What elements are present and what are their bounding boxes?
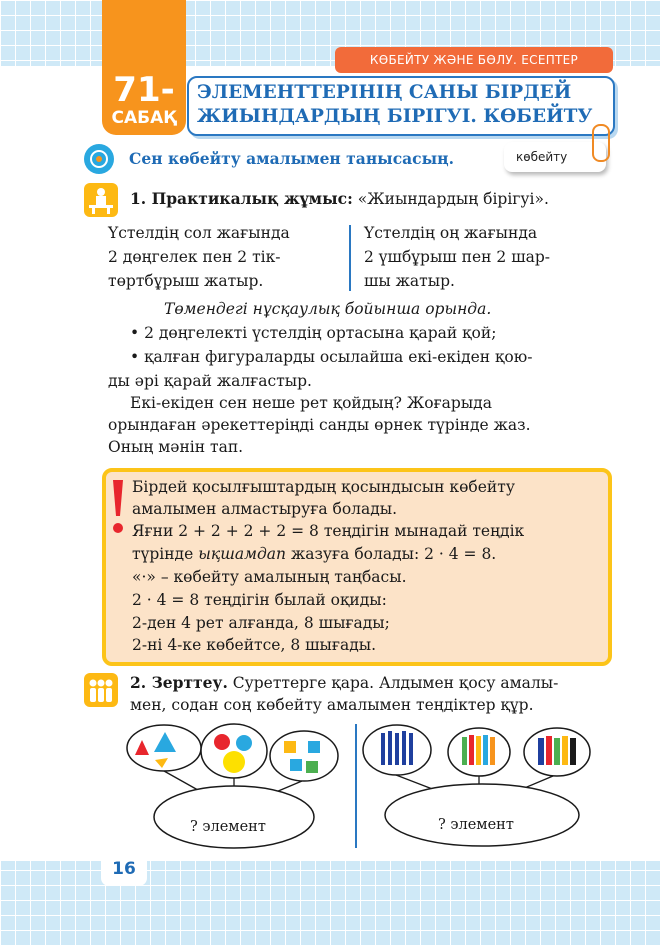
left-union-set	[154, 786, 314, 848]
right-column-line-1: Үстелдің оң жағында	[364, 224, 538, 242]
task-1-label: 1. Практикалық жұмыс:	[130, 189, 353, 208]
bullet-2-continuation: ды әрі қарай жалғастыр.	[108, 372, 312, 390]
left-column-line-3: төртбұрыш жатыр.	[108, 272, 264, 290]
rule-line-4-b: жазуға болады: 2 · 4 = 8.	[290, 545, 497, 563]
rule-line-1: Бірдей қосылғыштардың қосындысын көбейту	[132, 478, 515, 496]
rule-line-3: Яғни 2 + 2 + 2 + 2 = 8 теңдігін мынадай теңдік	[132, 522, 525, 540]
rule-line-7: 2-ден 4 рет алғанда, 8 шығады;	[132, 614, 390, 632]
right-union-set	[385, 784, 579, 846]
question-line-1: Екі-екіден сен неше рет қойдың? Жоғарыда	[130, 394, 492, 412]
rule-line-4-emphasis: ықшамдап	[198, 545, 287, 563]
question-line-3: Оның мәнін тап.	[108, 438, 244, 456]
task-1-name: «Жиындардың бірігуі».	[357, 190, 549, 208]
shape-group-squares	[270, 731, 338, 781]
rule-line-5: «·» – көбейту амалының таңбасы.	[132, 568, 407, 586]
task-2-text-1: Суреттерге қара. Алдымен қосу амалы-	[232, 674, 559, 692]
right-column-line-3: шы жатыр.	[364, 272, 455, 290]
task-2-label: 2. Зерттеу.	[130, 673, 228, 692]
instruction: Төмендегі нұсқаулық бойынша орында.	[164, 300, 492, 318]
rule-line-8: 2-ні 4-ке көбейтсе, 8 шығады.	[132, 636, 377, 654]
task-2-line-2: мен, содан соң көбейту амалымен теңдіктер құр.	[130, 696, 534, 714]
bullet-2: • қалған фигураларды осылайша екі-екіден қою-	[130, 348, 533, 366]
right-column-line-2: 2 үшбұрыш пен 2 шар-	[364, 248, 550, 266]
left-column-line-2: 2 дөңгелек пен 2 тік-	[108, 248, 281, 266]
question-line-2: орындаған әрекеттеріңді санды өрнек түрінде жаз.	[108, 416, 531, 434]
bullet-1: • 2 дөңгелекті үстелдің ортасына қарай қой;	[130, 324, 497, 342]
keyword-tag: көбейту	[504, 142, 606, 172]
rule-line-4-a: түрінде	[132, 545, 194, 563]
lesson-goal: Сен көбейту амалымен танысасың.	[129, 149, 455, 168]
rule-line-2: амалымен алмастыруға болады.	[132, 500, 398, 518]
topic-bar: КӨБЕЙТУ ЖӘНЕ БӨЛУ. ЕСЕПТЕР	[335, 47, 613, 73]
right-set-label: ? элемент	[438, 817, 514, 833]
lesson-title-line-1: ЭЛЕМЕНТТЕРІНІҢ САНЫ БІРДЕЙ	[197, 82, 572, 103]
rule-line-6: 2 · 4 = 8 теңдігін былай оқиды:	[132, 591, 387, 609]
left-set-label: ? элемент	[190, 819, 266, 835]
lesson-number: 71-	[113, 70, 175, 110]
left-column-line-1: Үстелдің сол жағында	[108, 224, 290, 242]
lesson-word: САБАҚ	[111, 108, 177, 128]
page-number: 16	[101, 852, 147, 886]
lesson-title-line-2: ЖИЫНДАРДЫҢ БІРІГУІ. КӨБЕЙТУ	[197, 106, 593, 127]
